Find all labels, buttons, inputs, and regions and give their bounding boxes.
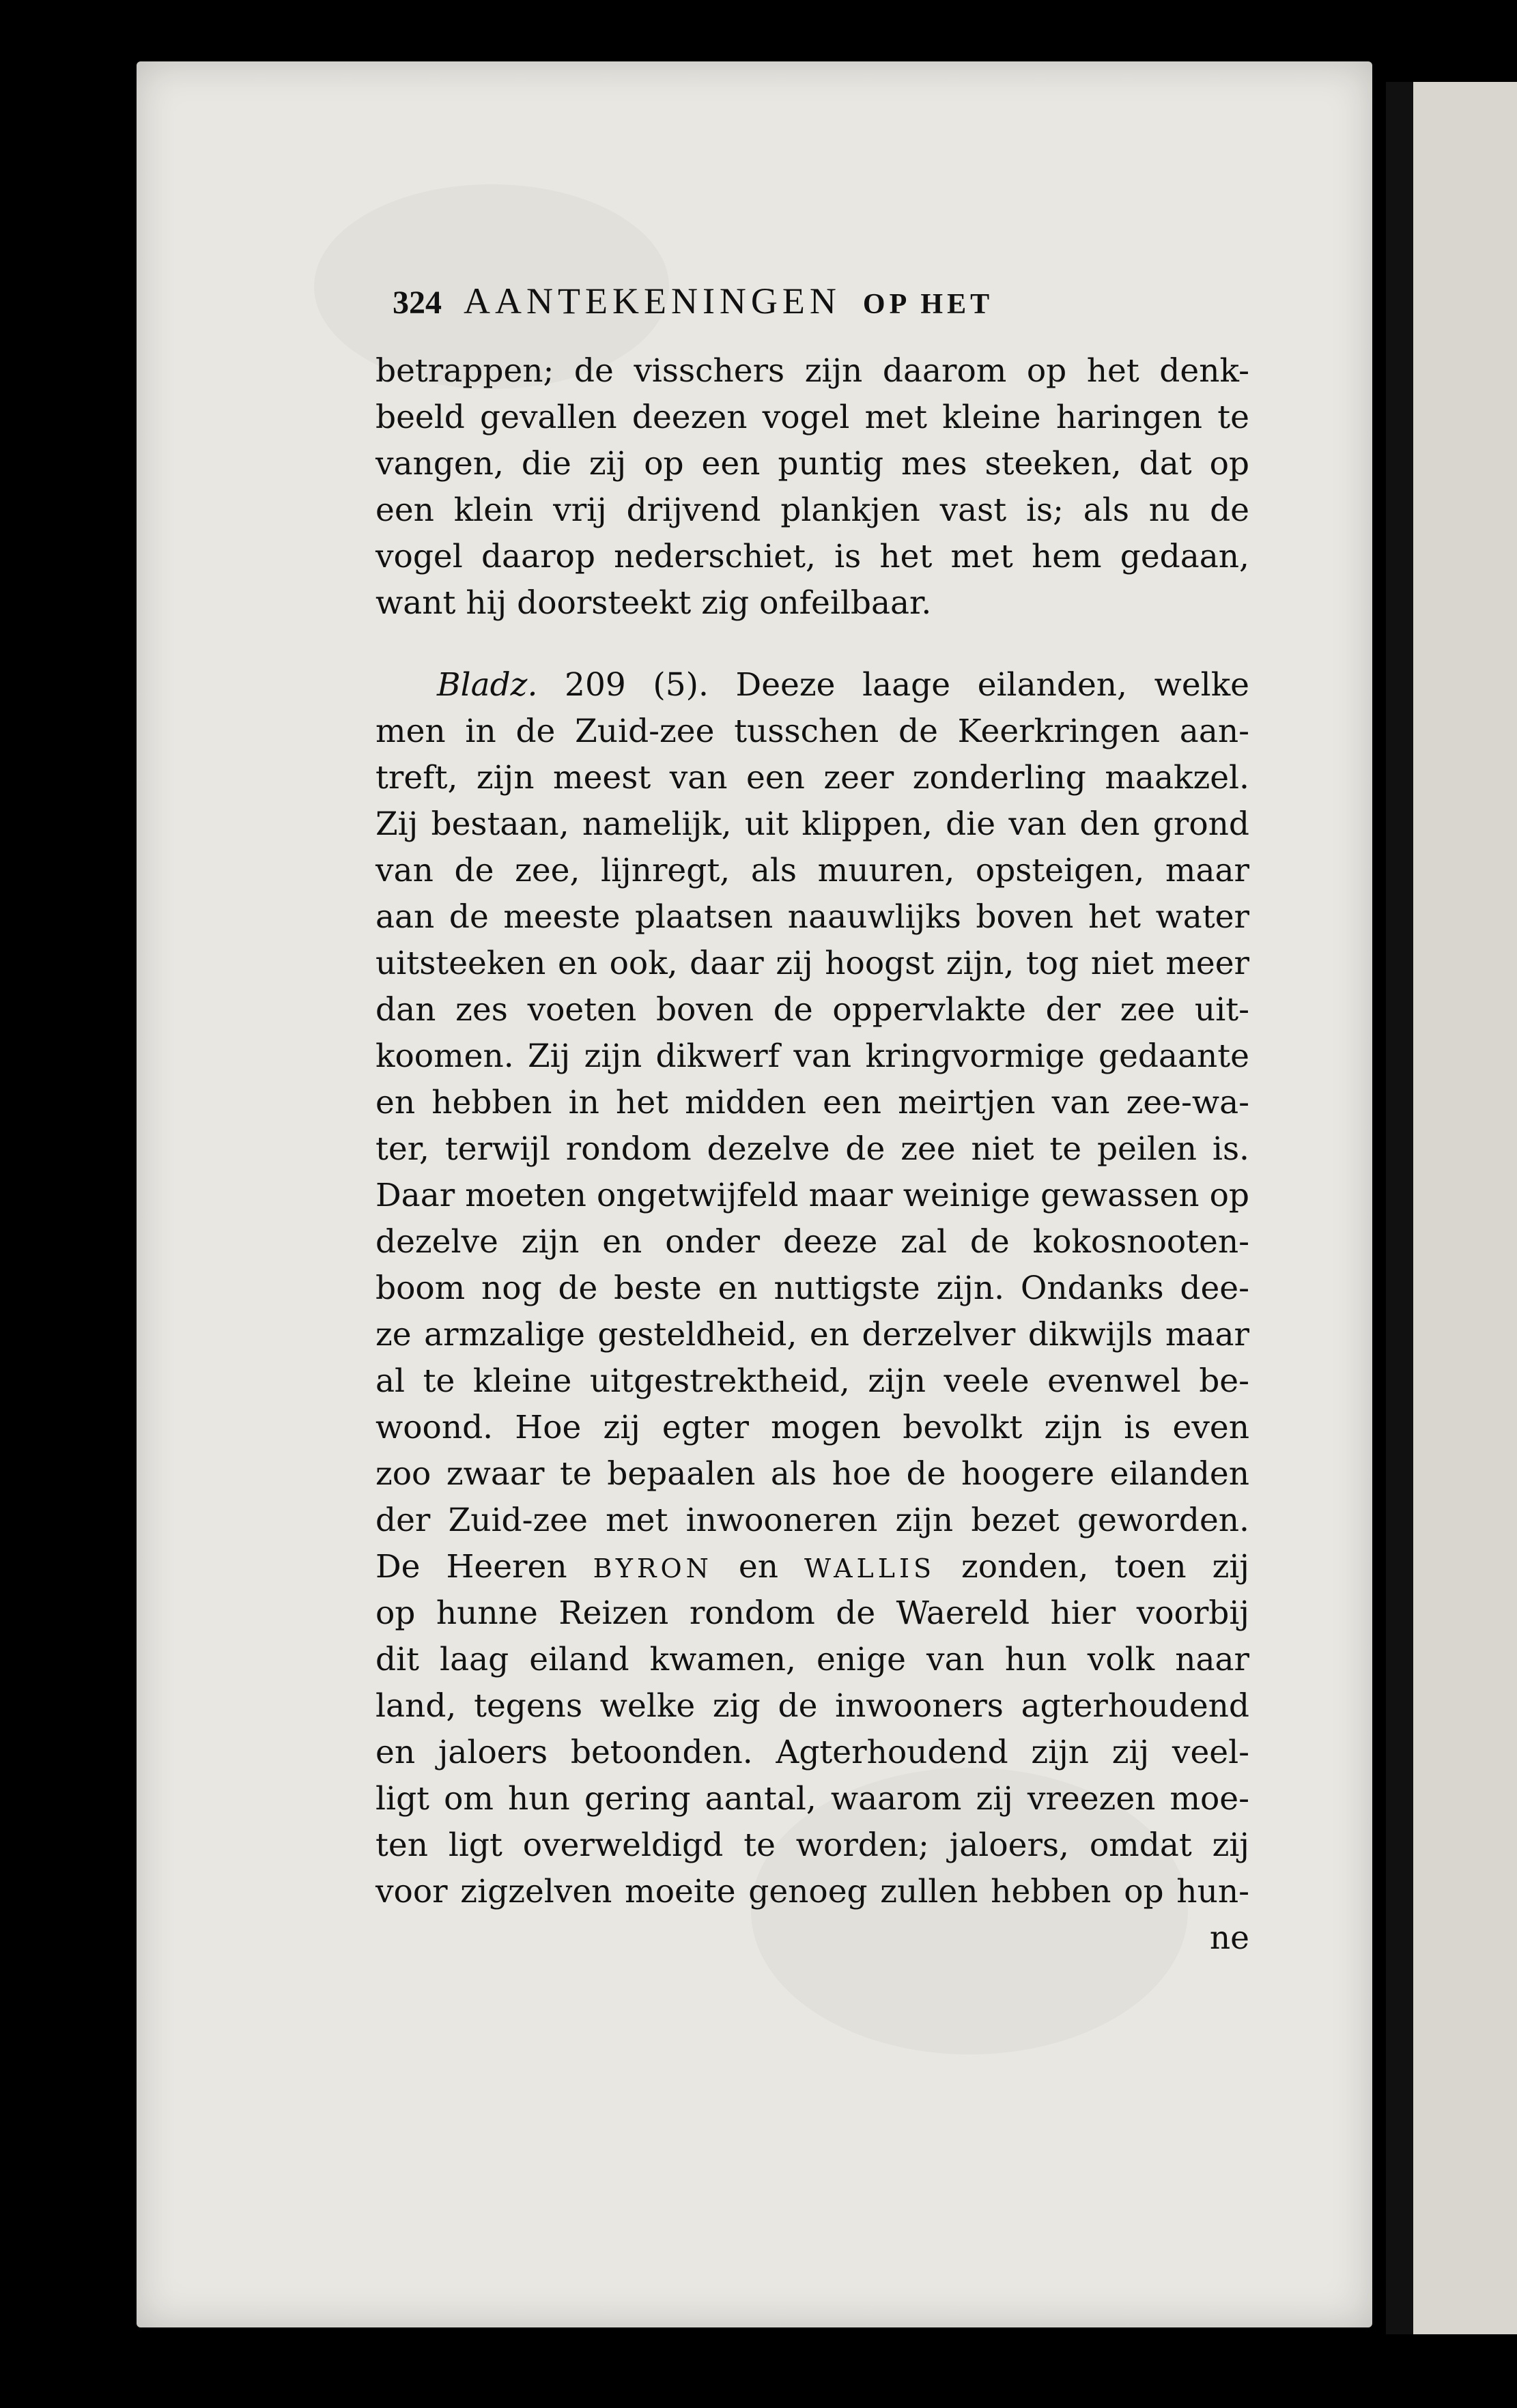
body-text (375, 348, 1249, 1962)
text-line: ten ligt overweldigd te worden; jaloers, omdat zij (375, 1826, 1249, 1864)
text-line: vogel daarop nederschiet, is het met hem gedaan, (375, 538, 1249, 575)
text-line: boom nog de beste en nuttigste zijn. Ondanks dee- (375, 1270, 1249, 1307)
text-line: en hebben in het midden een meirtjen van zee-wa- (375, 1084, 1249, 1121)
facing-page-edge (1386, 82, 1517, 2334)
text-line: al te kleine uitgestrektheid, zijn veele evenwel be- (375, 1362, 1249, 1400)
text-line: vangen, die zij op een puntig mes steeken, dat op (375, 445, 1249, 483)
text-line-names (375, 1544, 1249, 1590)
text-line: dezelve zijn en onder deeze zal de kokosnooten- (375, 1223, 1249, 1261)
reference-label: Bladz. (437, 666, 538, 704)
text-line: treft, zijn meest van een zeer zonderling maakzel. (375, 759, 1249, 797)
name-byron: BYRON (593, 1553, 713, 1583)
names-line-conjunction: en (738, 1548, 778, 1586)
catchword: ne (1209, 1919, 1249, 1957)
paragraph-gap (375, 627, 1249, 662)
text-line: dit laag eiland kwamen, enige van hun volk naar (375, 1641, 1249, 1678)
text-line: op hunne Reizen rondom de Waereld hier voorbij (375, 1594, 1249, 1632)
text-line: aan de meeste plaatsen naauwlijks boven het water (375, 898, 1249, 936)
text-line: ligt om hun gering aantal, waarom zij vreezen moe- (375, 1780, 1249, 1818)
text-line: dan zes voeten boven de oppervlakte der zee uit- (375, 991, 1249, 1029)
text-line: betrappen; de visschers zijn daarom op het denk- (375, 352, 1249, 390)
text-line: want hij doorsteekt zig onfeilbaar. (375, 584, 932, 622)
text-line: uitsteeken en ook, daar zij hoogst zijn, tog niet meer (375, 945, 1249, 982)
name-wallis: WALLIS (804, 1553, 936, 1583)
running-head: AANTEKENINGEN (464, 281, 841, 321)
text-line: zoo zwaar te bepaalen als hoe de hoogere eilanden (375, 1455, 1249, 1493)
page-number: 324 (393, 285, 442, 321)
text-line-first (375, 662, 1249, 708)
text-line: een klein vrij drijvend plankjen vast is; als nu de (375, 491, 1249, 529)
paragraph-2 (375, 662, 1249, 1915)
paragraph-1 (375, 348, 1249, 627)
text-line: ze armzalige gesteldheid, en derzelver dikwijls maar (375, 1316, 1249, 1353)
text-line: Zij bestaan, namelijk, uit klippen, die van den grond (375, 805, 1249, 843)
text-line: koomen. Zij zijn dikwerf van kringvormige gedaante (375, 1037, 1249, 1075)
text-line: land, tegens welke zig de inwooners agterhoudend (375, 1687, 1249, 1725)
text-line: van de zee, lijnregt, als muuren, opsteigen, maar (375, 852, 1249, 889)
running-head-continuation: OP HET (862, 289, 994, 320)
text-line: beeld gevallen deezen vogel met kleine haringen te (375, 399, 1249, 436)
text-line: Daar moeten ongetwijfeld maar weinige gewassen op (375, 1177, 1249, 1214)
names-line-suffix: zonden, toen zij (961, 1548, 1249, 1586)
text-line: woond. Hoe zij egter mogen bevolkt zijn is even (375, 1409, 1249, 1446)
reference-text: 209 (5). Deeze laage eilanden, welke (565, 666, 1249, 704)
text-line: der Zuid-zee met inwooneren zijn bezet geworden. (375, 1502, 1249, 1539)
names-line-prefix: De Heeren (375, 1548, 567, 1586)
text-line: en jaloers betoonden. Agterhoudend zijn zij veel- (375, 1734, 1249, 1771)
text-line: ter, terwijl rondom dezelve de zee niet te peilen is. (375, 1130, 1249, 1168)
page-header (393, 280, 1116, 328)
text-line: voor zigzelven moeite genoeg zullen hebben op hun- (375, 1873, 1249, 1910)
text-line: men in de Zuid-zee tusschen de Keerkringen aan- (375, 713, 1249, 750)
